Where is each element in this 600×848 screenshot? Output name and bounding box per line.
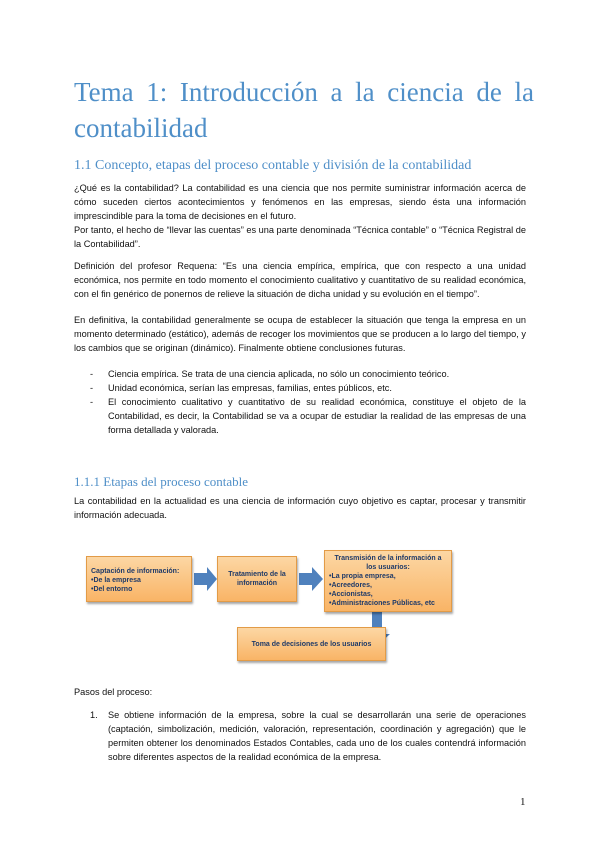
arrow-right-1 (194, 567, 217, 591)
section-heading: 1.1 Concepto, etapas del proceso contable y división de la contabilidad (74, 158, 472, 173)
paragraph-requena: Definición del profesor Requena: “Es una ciencia empírica, empírica, que con respecto a una unidad económica, nos permite en todo momento el conocimiento cualitativo y cuantitativo de su realidad económica, con el fin genérico de ponernos de relieve la situación de dicha unidad y su evolución en el tiempo”. (74, 261, 526, 299)
step-number: 1. (90, 710, 98, 720)
paragraph-intro: La contabilidad en la actualidad es una ciencia de información cuyo objetivo es captar, procesar y transmitir información adecuada. (74, 496, 526, 520)
box-transmision-item: •Acreedores, (329, 582, 372, 589)
box-toma-decisiones: Toma de decisiones de los usuarios (237, 627, 386, 661)
bullet-marker: - (90, 369, 94, 379)
bullet-list (90, 367, 526, 437)
box-tratamiento: Tratamiento de la información (217, 556, 297, 602)
arrow-right-2 (299, 567, 323, 591)
bullet-text: Ciencia empírica. Se trata de una ciencia aplicada, no sólo un conocimiento teórico. (108, 369, 450, 379)
box-captacion (86, 556, 192, 602)
paragraph-definition: ¿Qué es la contabilidad? La contabilidad es una ciencia que nos permite suministrar información acerca de cómo suceden ciertos acontecimientos y fenómenos en las empresas, siendo ésta una información imprescindible para la toma de decisiones en el futuro. (74, 183, 526, 221)
bullet-marker: - (90, 383, 94, 393)
box-transmision (324, 550, 452, 612)
paragraph-tecnica-contable: Por tanto, el hecho de “llevar las cuentas” es una parte denominada “Técnica contable” o “Técnica Registral de la Contabilidad”. (74, 225, 526, 249)
list-item (90, 708, 526, 764)
bullet-text: Unidad económica, serían las empresas, familias, entes públicos, etc. (108, 383, 392, 393)
bullet-marker: - (90, 397, 94, 407)
box-transmision-item: •Administraciones Públicas, etc (329, 600, 435, 607)
process-diagram (86, 540, 456, 665)
subsection-heading: 1.1.1 Etapas del proceso contable (74, 474, 248, 489)
box-transmision-item: •Accionistas, (329, 591, 373, 598)
list-item (90, 395, 526, 437)
list-item (90, 381, 526, 395)
steps-list (90, 708, 526, 764)
list-item (90, 367, 526, 381)
steps-label: Pasos del proceso: (74, 687, 153, 697)
step-text: Se obtiene información de la empresa, sobre la cual se desarrollarán una serie de operaciones (captación, simbolización, medición, valoración, representación, coordinación y agregación) que le permiten obtener los denominados Estados Contables, cada uno de los cuales contendrá información sobre diferentes aspectos de la realidad económica de la empresa. (108, 710, 526, 762)
box-transmision-title: Transmisión de la información a los usuarios: (334, 555, 442, 571)
bullet-text: El conocimiento cualitativo y cuantitativo de su realidad económica, constituye el objeto de la Contabilidad, es decir, la Contabilidad se va a ocupar de estudiar la realidad de las empresas de una forma detallada y valorada. (108, 397, 526, 435)
box-captacion-title: Captación de información: (91, 568, 180, 575)
box-transmision-item: •La propia empresa, (329, 573, 396, 580)
box-captacion-item: •Del entorno (91, 586, 133, 593)
document-title: Tema 1: Introducción a la ciencia de la contabilidad (74, 77, 534, 143)
page-number: 1 (520, 796, 526, 808)
paragraph-en-definitiva: En definitiva, la contabilidad generalmente se ocupa de establecer la situación que tenga la empresa en un momento determinado (estático), además de recoger los movimientos que se producen a lo largo del tiempo, y los cambios que se originan (dinámico). Finalmente obtiene conclusiones futuras. (74, 315, 526, 353)
box-captacion-item: •De la empresa (91, 577, 141, 584)
